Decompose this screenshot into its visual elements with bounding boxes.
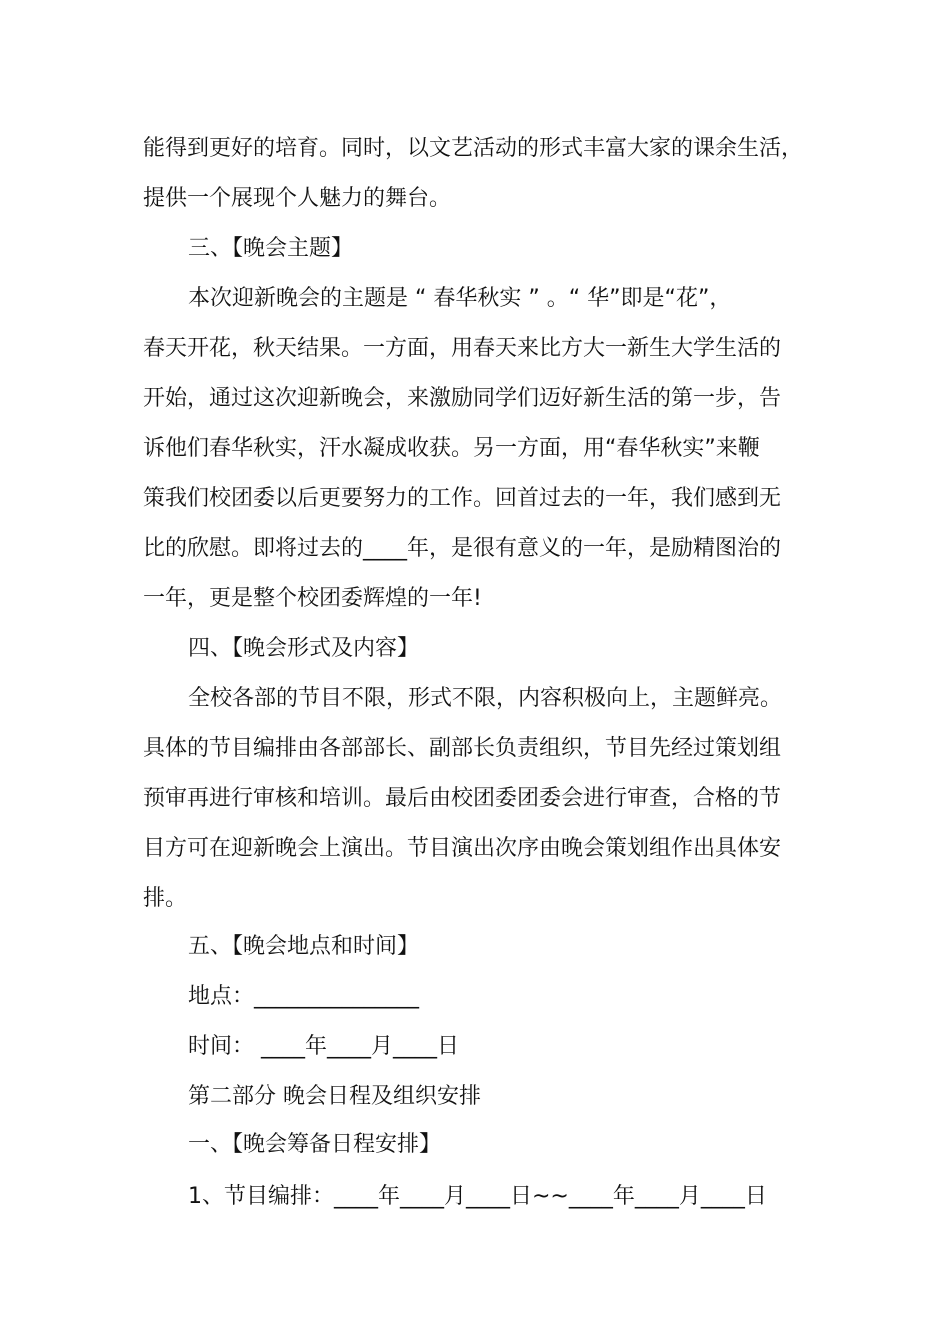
- paragraph-line: 预审再进行审核和培训。最后由校团委团委会进行审查，合格的节: [143, 786, 782, 811]
- paragraph-line: 全校各部的节目不限，形式不限，内容积极向上，主题鲜亮。: [188, 686, 783, 711]
- paragraph-line: 提供一个展现个人魅力的舞台。: [143, 186, 452, 211]
- paragraph-line: 目方可在迎新晚会上演出。节目演出次序由晚会策划组作出具体安: [143, 836, 782, 861]
- time-line: 时间： ____年____月____日: [188, 1034, 459, 1059]
- paragraph-line: 本次迎新晚会的主题是 “ 春华秋实 ” 。“ 华”即是“花”，: [188, 286, 732, 311]
- section-heading-theme: 三、【晚会主题】: [188, 236, 354, 261]
- paragraph-line: 开始，通过这次迎新晚会，来激励同学们迈好新生活的第一步，告: [143, 386, 782, 411]
- section-heading-schedule: 一、【晚会筹备日程安排】: [188, 1132, 442, 1157]
- venue-line: 地点：_______________: [188, 984, 420, 1009]
- section-heading-venue-time: 五、【晚会地点和时间】: [188, 934, 420, 959]
- paragraph-line: 策我们校团委以后更要努力的工作。回首过去的一年，我们感到无: [143, 486, 782, 511]
- part-two-heading: 第二部分 晚会日程及组织安排: [188, 1084, 481, 1109]
- schedule-item: 1、节目编排：____年____月____日~~____年____月____日: [188, 1184, 767, 1209]
- paragraph-line: 排。: [143, 886, 188, 911]
- paragraph-line: 春天开花，秋天结果。一方面，用春天来比方大一新生大学生活的: [143, 336, 782, 361]
- paragraph-line: 具体的节目编排由各部部长、副部长负责组织，节目先经过策划组: [143, 736, 782, 761]
- paragraph-line: 诉他们春华秋实，汗水凝成收获。另一方面，用“春华秋实”来鞭: [143, 436, 760, 461]
- paragraph-line: 比的欣慰。即将过去的____年，是很有意义的一年，是励精图治的: [143, 536, 782, 561]
- section-heading-format: 四、【晚会形式及内容】: [188, 636, 420, 661]
- paragraph-line: 能得到更好的培育。同时，以文艺活动的形式丰富大家的课余生活，: [143, 136, 804, 161]
- paragraph-line: 一年，更是整个校团委辉煌的一年!: [143, 586, 482, 611]
